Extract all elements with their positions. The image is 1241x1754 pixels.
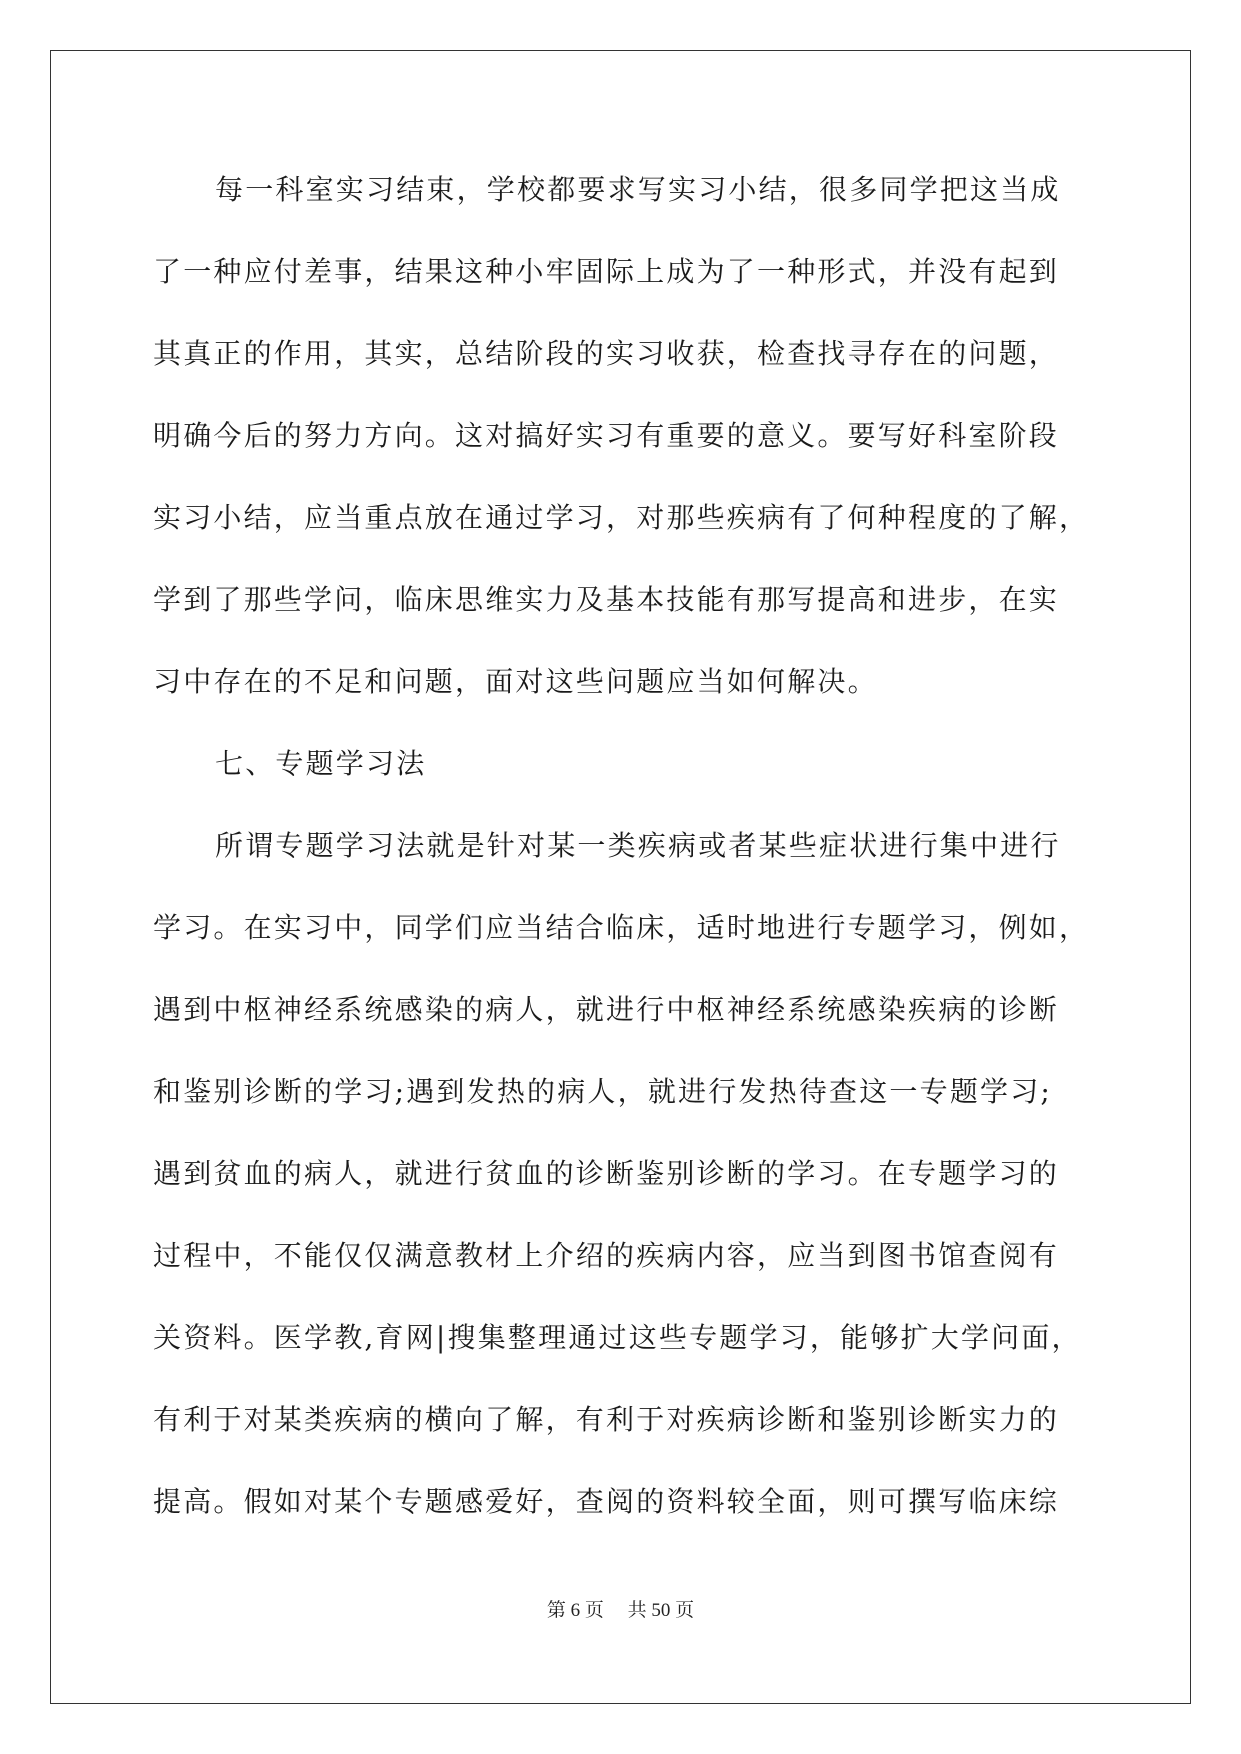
text-line-2: 了一种应付差事，结果这种小牢固际上成为了一种形式，并没有起到	[153, 255, 1060, 288]
text-line-4: 明确今后的努力方向。这对搞好实习有重要的意义。要写好科室阶段	[153, 419, 1060, 452]
text-line-15: 关资料。医学教,育网|搜集整理通过这些专题学习，能够扩大学问面，	[153, 1321, 1082, 1354]
text-line-14: 过程中，不能仅仅满意教材上介绍的疾病内容，应当到图书馆查阅有	[153, 1239, 1060, 1272]
text-line-3: 其真正的作用，其实，总结阶段的实习收获，检查找寻存在的问题，	[153, 337, 1060, 370]
text-line-12: 和鉴别诊断的学习;遇到发热的病人，就进行发热待查这一专题学习;	[153, 1075, 1053, 1108]
section-heading: 七、专题学习法	[215, 747, 427, 780]
text-line-7: 习中存在的不足和问题，面对这些问题应当如何解决。	[153, 665, 878, 698]
text-line-6: 学到了那些学问，临床思维实力及基本技能有那写提高和进步，在实	[153, 583, 1060, 616]
text-line-16: 有利于对某类疾病的横向了解，有利于对疾病诊断和鉴别诊断实力的	[153, 1403, 1060, 1436]
text-line-9: 所谓专题学习法就是针对某一类疾病或者某些症状进行集中进行	[215, 829, 1061, 862]
text-line-5: 实习小结，应当重点放在通过学习，对那些疾病有了何种程度的了解，	[153, 501, 1090, 534]
text-line-13: 遇到贫血的病人，就进行贫血的诊断鉴别诊断的学习。在专题学习的	[153, 1157, 1060, 1190]
text-line-11: 遇到中枢神经系统感染的病人，就进行中枢神经系统感染疾病的诊断	[153, 993, 1060, 1026]
document-body	[153, 159, 1098, 1553]
text-line-17: 提高。假如对某个专题感爱好，查阅的资料较全面，则可撰写临床综	[153, 1485, 1060, 1518]
text-line-1: 每一科室实习结束，学校都要求写实习小结，很多同学把这当成	[215, 173, 1061, 206]
page-number-footer: 第 6 页 共 50 页	[546, 1600, 695, 1621]
text-line-10: 学习。在实习中，同学们应当结合临床，适时地进行专题学习，例如，	[153, 911, 1090, 944]
